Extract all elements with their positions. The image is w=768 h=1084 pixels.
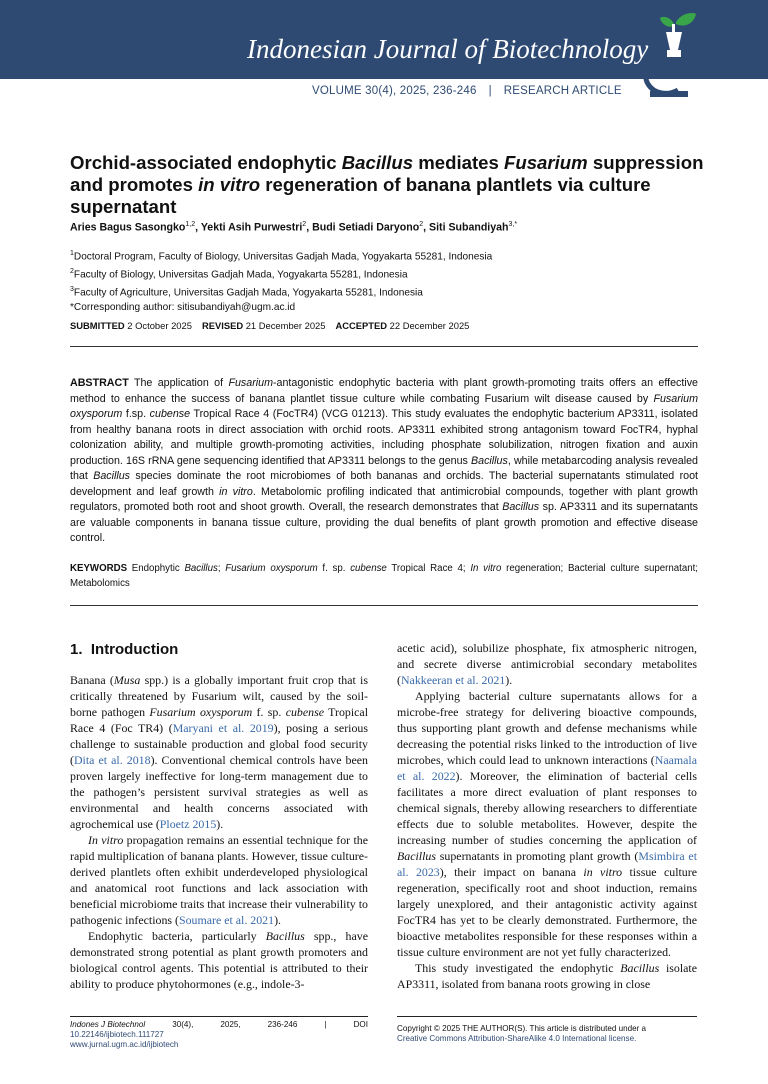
- citation-link[interactable]: Nakkeeran et al. 2021: [400, 673, 506, 687]
- keywords-text: In vitro: [470, 563, 502, 574]
- article-type: RESEARCH ARTICLE: [503, 85, 622, 97]
- body-text: Tropical Race 4 (Foc TR4) (: [70, 705, 368, 735]
- accepted-date: 22 December 2025: [389, 320, 470, 331]
- author-name: Aries Bagus Sasongko: [70, 221, 186, 234]
- affil-sup: 1: [70, 250, 74, 257]
- affil-text: Faculty of Agriculture, Universitas Gadjah Mada, Yogyakarta 55281, Indonesia: [73, 287, 423, 299]
- footer-doi-label: DOI: [353, 1020, 368, 1029]
- abstract-text: The application of: [128, 377, 229, 389]
- affil-sup: 2: [70, 267, 74, 275]
- corresponding-author[interactable]: *Corresponding author: sitisubandiyah@ugm.ac.id: [70, 301, 296, 313]
- body-text: isolate AP3311, isolated from banana roots growing in close: [397, 961, 697, 991]
- abstract: [70, 376, 698, 547]
- abstract-text: sp. AP3311 and its supernatants are valuable components in banana tissue culture, providing the dual benefits of plant growth promotion and effective disease control.: [70, 501, 698, 544]
- body-text: tissue culture regeneration, specifically root and shoot induction, remains largely unexplored, and their antagonistic activity against FocTR4 has yet to be clearly demonstrated. Furthermore, the bioactive metabolites responsible for these responses within a tissue culture environment are not yet fully characterized.: [397, 865, 697, 959]
- abstract-text: in vitro: [219, 485, 253, 498]
- body-text: Bacillus: [397, 849, 436, 863]
- keywords-text: Fusarium oxysporum: [225, 563, 318, 574]
- footer-pages: 236-246: [267, 1020, 298, 1029]
- keywords: [70, 562, 698, 591]
- citation-link[interactable]: Soumare et al. 2021: [178, 913, 275, 927]
- body-text: ), posing a serious challenge to sustainable production and global food security (: [70, 721, 368, 767]
- section-heading: [70, 641, 178, 658]
- body-text: ).: [505, 673, 513, 687]
- revised-label: REVISED: [201, 320, 244, 331]
- body-text: ). Moreover, the elimination of bacterial cells facilitates a more direct evaluation of plant responses to chemical signals, thereby allowing researchers to differentiate effects due to soluble metabolites. However, despite the increasing number of studies concerning the application of: [397, 769, 697, 847]
- volume-line: [312, 85, 622, 97]
- abstract-text: Fusarium: [228, 377, 273, 389]
- submitted-label: SUBMITTED: [70, 320, 125, 331]
- keywords-text: regeneration; Bacterial culture supernatant; Metabolomics: [70, 563, 699, 589]
- abstract-text: Bacillus: [502, 501, 540, 513]
- body-text: In vitro: [88, 833, 124, 847]
- title-part: suppression and promotes: [70, 152, 704, 195]
- paragraph: [70, 832, 368, 928]
- section-number: 1.: [70, 641, 83, 658]
- revised-date: 21 December 2025: [245, 320, 326, 331]
- citation-link[interactable]: Naamala et al. 2022: [397, 753, 697, 783]
- affil-text: Doctoral Program, Faculty of Biology, Universitas Gadjah Mada, Yogyakarta 55281, Indonesia: [73, 251, 493, 263]
- title-part: regeneration of banana plantlets via culture supernatant: [70, 174, 651, 217]
- title-part: mediates: [413, 152, 504, 173]
- abstract-text: -antagonistic endophytic bacteria with plant growth-promoting traits offers an effective method to enhance the success of banana plantlet tissue culture while combating Fusarium wilt disease caused by: [70, 377, 698, 405]
- author-name: Budi Setiadi Daryono: [312, 221, 420, 234]
- body-text: spp.) is a globally important fruit crop that is critically threatened by Fusarium wilt, caused by the soil-borne pathogen: [70, 673, 368, 719]
- footer-copyright: [397, 1024, 699, 1044]
- author-affil-sup: 3,*: [508, 221, 518, 228]
- affiliations: [70, 247, 492, 315]
- footer-citation-line: [70, 1020, 368, 1030]
- microscope-leaf-logo: [636, 10, 696, 102]
- footer-separator: |: [324, 1020, 327, 1029]
- paragraph: [397, 960, 697, 992]
- section-title: Introduction: [90, 641, 179, 658]
- paragraph: [397, 640, 697, 688]
- body-column-right: [397, 640, 697, 992]
- body-text: supernatants in promoting plant growth (: [435, 849, 639, 863]
- article-dates: [70, 320, 469, 331]
- license-link[interactable]: Creative Commons Attribution-ShareAlike 4.0 International license.: [397, 1034, 637, 1044]
- keywords-label: KEYWORDS: [70, 563, 128, 574]
- body-text: ). Conventional chemical controls have been proven largely ineffective for long-term management due to the pathogen’s persistent survival strategies as well as environmental and health concerns associated with agrochemical use (: [70, 753, 368, 831]
- body-text: Bacillus: [265, 929, 305, 943]
- author-affil-sup: 1,2: [185, 221, 196, 228]
- abstract-text: Bacillus: [471, 454, 508, 467]
- body-text: ).: [274, 913, 282, 927]
- author-sep: ,: [423, 221, 430, 234]
- abstract-text: f.sp.: [122, 408, 150, 420]
- author-sep: ,: [306, 221, 313, 234]
- paragraph: [70, 672, 368, 832]
- citation-link[interactable]: Ploetz 2015: [159, 817, 217, 831]
- author-name: Yekti Asih Purwestri: [200, 221, 303, 234]
- affil-sup: 3: [70, 285, 74, 293]
- abstract-text: , while metabarcoding analysis revealed that: [70, 454, 698, 482]
- author-affil-sup: 2: [302, 221, 307, 228]
- volume-info: VOLUME 30(4), 2025, 236-246: [312, 85, 477, 97]
- copyright-text: Copyright © 2025 THE AUTHOR(S). This article is distributed under a: [397, 1024, 647, 1033]
- article-title: [70, 152, 710, 218]
- footer-divider: [397, 1016, 697, 1017]
- body-text: in vitro: [583, 865, 623, 879]
- body-text: propagation remains an essential technique for the rapid multiplication of banana plants. However, tissue culture-derived plantlets often exhibit underdeveloped physiological and anatomical root functions and lack association with beneficial microbiome traits that increase their vulnerability to pathogenic infections (: [70, 833, 368, 927]
- title-part: Fusarium: [504, 152, 588, 173]
- title-part: in vitro: [198, 174, 261, 195]
- body-text: ).: [216, 817, 224, 831]
- body-text: Endophytic bacteria, particularly: [88, 929, 266, 943]
- keywords-text: ;: [217, 563, 226, 574]
- footer-year: 2025,: [220, 1020, 241, 1029]
- submitted-date: 2 October 2025: [127, 320, 192, 331]
- footer-divider: [70, 1016, 368, 1017]
- divider: [70, 346, 698, 347]
- body-text: cubense: [285, 705, 324, 719]
- footer-journal: Indones J Biotechnol: [70, 1020, 146, 1029]
- body-text: Fusarium oxysporum: [149, 705, 253, 719]
- body-text: Musa: [113, 673, 141, 687]
- abstract-text: cubense: [149, 408, 191, 420]
- keywords-text: Tropical Race 4;: [386, 563, 471, 574]
- body-column-left: [70, 672, 368, 992]
- title-part: Orchid-associated endophytic: [70, 152, 342, 173]
- author-sep: ,: [195, 221, 201, 234]
- title-part: Bacillus: [341, 152, 414, 173]
- footer-volume: 30(4),: [172, 1020, 194, 1029]
- body-text: f. sp.: [252, 705, 286, 719]
- paragraph: [70, 928, 368, 992]
- abstract-text: Bacillus: [93, 470, 131, 482]
- footer-citation: [70, 1020, 368, 1051]
- doi-link[interactable]: 10.22146/ijbiotech.111727: [70, 1030, 164, 1040]
- affiliation: [70, 247, 492, 265]
- affiliation: [70, 283, 492, 301]
- body-text: Bacillus: [620, 961, 660, 975]
- paragraph: [397, 688, 697, 960]
- keywords-text: f. sp.: [317, 563, 351, 574]
- author-list: [70, 221, 517, 234]
- abstract-text: Fusarium oxysporum: [70, 392, 698, 420]
- journal-url-link[interactable]: www.jurnal.ugm.ac.id/ijbiotech: [70, 1040, 179, 1050]
- citation-link[interactable]: Dita et al. 2018: [73, 753, 151, 767]
- citation-link[interactable]: Maryani et al. 2019: [172, 721, 274, 735]
- affiliation: [70, 265, 492, 283]
- body-text: Banana (: [70, 673, 114, 687]
- citation-link[interactable]: Msimbira et al. 2023: [397, 849, 698, 879]
- body-text: ), their impact on banana: [439, 865, 584, 879]
- abstract-text: Tropical Race 4 (FocTR4) (VCG 01213). This study evaluates the endophytic bacterium AP3311, isolated from healthy banana roots in direct association with orchid roots. AP3311 exhibited strong antagonism toward FocTR4, hyphal colonization ability, and multiple growth-promoting activities, including phosphate solubilization, nitrogen fixation and auxin production. 16S rRNA gene sequencing identified that AP3311 belongs to the genus: [70, 408, 699, 467]
- keywords-text: Bacillus: [184, 563, 218, 574]
- author-affil-sup: 2: [419, 221, 424, 228]
- body-text: acetic acid), solubilize phosphate, fix atmospheric nitrogen, and secrete diverse antimicrobial secondary metabolites (: [397, 641, 697, 687]
- author-name: Siti Subandiyah: [429, 221, 509, 234]
- body-text: Applying bacterial culture supernatants allows for a microbe-free strategy for delivering bioactive compounds, thus supporting plant growth and defense mechanisms while decreasing the potential risks linked to the introduction of live microbes, which could lead to unknown interactions (: [397, 689, 697, 767]
- keywords-text: Endophytic: [127, 563, 185, 574]
- body-text: spp., have demonstrated strong potential as plant growth promoters and biological control agents. This potential is attributed to their ability to produce phytohormones (e.g., indole-3-: [70, 929, 368, 991]
- body-text: This study investigated the endophytic: [415, 961, 621, 975]
- abstract-text: species dominate the root microbiomes of both bananas and orchids. The bacterial supernatants stimulated root development and leaf growth: [70, 470, 698, 498]
- journal-name: Indonesian Journal of Biotechnology: [247, 34, 649, 64]
- abstract-text: . Metabolomic profiling indicated that antimicrobial compounds, together with plant growth regulators, promoted both root and shoot growth. Overall, the research demonstrates that: [70, 485, 698, 513]
- volume-separator: |: [488, 85, 492, 97]
- abstract-label: ABSTRACT: [70, 377, 129, 389]
- divider: [70, 605, 698, 606]
- keywords-text: cubense: [350, 563, 387, 574]
- accepted-label: ACCEPTED: [335, 320, 388, 331]
- affil-text: Faculty of Biology, Universitas Gadjah Mada, Yogyakarta 55281, Indonesia: [73, 269, 408, 281]
